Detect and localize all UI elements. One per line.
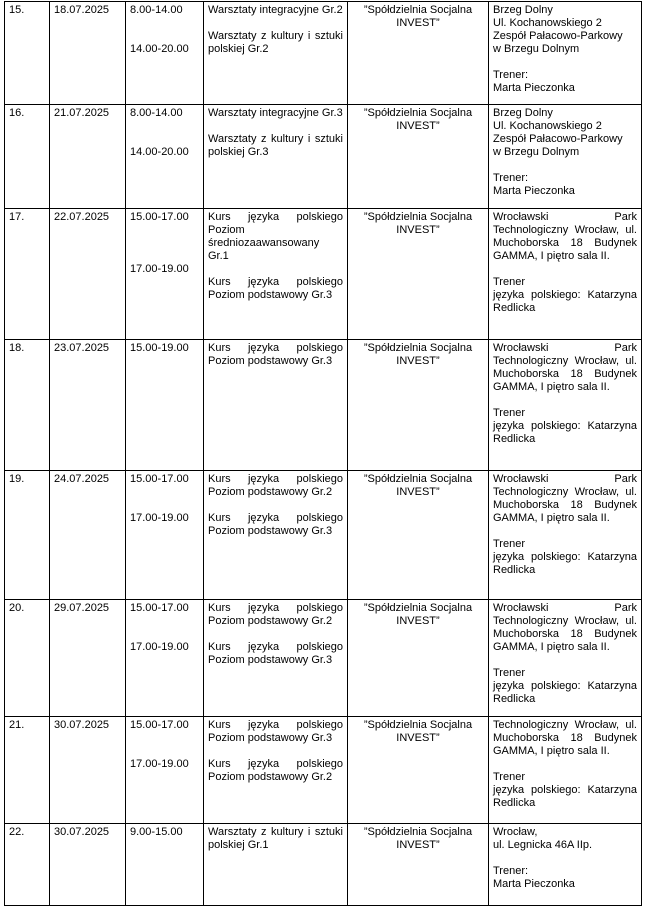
place-line: Wrocławski Park Technologiczny Wrocław, ul. Muchoborska 18 Budynek GAMMA, I piętro sala II. bbox=[493, 602, 637, 653]
row-number: 17. bbox=[9, 211, 25, 223]
row-number: 21. bbox=[9, 719, 25, 731]
table-row bbox=[5, 2, 642, 105]
table-row bbox=[5, 471, 642, 600]
row-number: 20. bbox=[9, 602, 25, 614]
place-line: Wrocławski Park Technologiczny Wrocław, ul. Muchoborska 18 Budynek GAMMA, I piętro sala II. bbox=[493, 342, 637, 393]
time-cell bbox=[126, 471, 204, 600]
time-cell bbox=[126, 824, 204, 906]
table-row bbox=[5, 209, 642, 340]
session-time: 15.00-17.00 bbox=[130, 602, 189, 614]
date-cell bbox=[50, 717, 126, 824]
place-line: Ul. Kochanowskiego 2 bbox=[493, 17, 602, 29]
organiser-line: INVEST” bbox=[396, 17, 440, 29]
class-name: Kurs języka polskiego Poziom średniozaawansowany Gr.1 bbox=[208, 211, 343, 262]
class-cell bbox=[204, 717, 348, 824]
organiser-line: ”Spółdzielnia Socjalna bbox=[363, 826, 473, 838]
class-name: Kurs języka polskiego Poziom podstawowy Gr.3 bbox=[208, 342, 343, 367]
trainer-label: Trener: bbox=[493, 69, 529, 81]
organiser-line: ”Spółdzielnia Socjalna bbox=[363, 719, 473, 731]
session-time: 15.00-17.00 bbox=[130, 473, 189, 485]
table-row bbox=[5, 717, 642, 824]
trainer-label: Trener bbox=[493, 407, 525, 419]
session-time: 8.00-14.00 bbox=[130, 4, 183, 16]
trainer-label: Trener: bbox=[493, 865, 529, 877]
session-time: 17.00-19.00 bbox=[130, 512, 189, 524]
class-name: Kurs języka polskiego Poziom podstawowy Gr.2 bbox=[208, 758, 343, 783]
place-cell bbox=[489, 600, 642, 717]
organiser-cell bbox=[348, 717, 489, 824]
trainer-name: języka polskiego: Katarzyna Redlicka bbox=[493, 420, 637, 445]
session-date: 24.07.2025 bbox=[54, 473, 110, 485]
class-cell bbox=[204, 824, 348, 906]
class-name: Kurs języka polskiego Poziom podstawowy Gr.2 bbox=[208, 602, 343, 627]
row-number-cell bbox=[5, 471, 50, 600]
organiser-line: ”Spółdzielnia Socjalna bbox=[363, 107, 473, 119]
organiser-cell bbox=[348, 209, 489, 340]
organiser-line: INVEST” bbox=[396, 839, 440, 851]
place-line: Wrocław, bbox=[493, 826, 538, 838]
date-cell bbox=[50, 2, 126, 105]
place-cell bbox=[489, 824, 642, 906]
organiser-line: INVEST” bbox=[396, 224, 440, 236]
organiser-cell bbox=[348, 105, 489, 209]
class-cell bbox=[204, 2, 348, 105]
place-cell bbox=[489, 105, 642, 209]
place-line: Wrocławski Park Technologiczny Wrocław, ul. Muchoborska 18 Budynek GAMMA, I piętro sala II. bbox=[493, 211, 637, 262]
session-time: 15.00-19.00 bbox=[130, 342, 189, 354]
date-cell bbox=[50, 340, 126, 471]
row-number: 16. bbox=[9, 107, 25, 119]
row-number: 22. bbox=[9, 826, 25, 838]
place-cell bbox=[489, 471, 642, 600]
organiser-line: ”Spółdzielnia Socjalna bbox=[363, 602, 473, 614]
organiser-line: ”Spółdzielnia Socjalna bbox=[363, 473, 473, 485]
trainer-name: języka polskiego: Katarzyna Redlicka bbox=[493, 784, 637, 809]
session-date: 30.07.2025 bbox=[54, 826, 110, 838]
trainer-label: Trener bbox=[493, 538, 525, 550]
place-line: Zespół Pałacowo-Parkowy bbox=[493, 30, 623, 42]
place-cell bbox=[489, 2, 642, 105]
session-time: 9.00-15.00 bbox=[130, 826, 183, 838]
place-line: Brzeg Dolny bbox=[493, 107, 553, 119]
session-time: 14.00-20.00 bbox=[130, 43, 189, 55]
trainer-name: Marta Pieczonka bbox=[493, 185, 575, 197]
session-time: 17.00-19.00 bbox=[130, 641, 189, 653]
session-date: 18.07.2025 bbox=[54, 4, 110, 16]
class-name: Kurs języka polskiego Poziom podstawowy Gr.3 bbox=[208, 512, 343, 537]
class-name: Warsztaty z kultury i sztuki polskiej Gr.3 bbox=[208, 133, 343, 158]
date-cell bbox=[50, 824, 126, 906]
class-cell bbox=[204, 209, 348, 340]
time-cell bbox=[126, 340, 204, 471]
session-time: 14.00-20.00 bbox=[130, 146, 189, 158]
organiser-line: ”Spółdzielnia Socjalna bbox=[363, 4, 473, 16]
time-cell bbox=[126, 2, 204, 105]
organiser-line: ”Spółdzielnia Socjalna bbox=[363, 211, 473, 223]
place-line: ul. Legnicka 46A IIp. bbox=[493, 839, 593, 851]
class-name: Warsztaty z kultury i sztuki polskiej Gr.2 bbox=[208, 30, 343, 55]
class-name: Warsztaty z kultury i sztuki polskiej Gr.1 bbox=[208, 826, 343, 851]
session-date: 21.07.2025 bbox=[54, 107, 110, 119]
date-cell bbox=[50, 471, 126, 600]
row-number-cell bbox=[5, 717, 50, 824]
time-cell bbox=[126, 209, 204, 340]
table-row bbox=[5, 105, 642, 209]
organiser-cell bbox=[348, 471, 489, 600]
class-cell bbox=[204, 600, 348, 717]
class-cell bbox=[204, 105, 348, 209]
session-date: 30.07.2025 bbox=[54, 719, 110, 731]
organiser-cell bbox=[348, 600, 489, 717]
session-time: 15.00-17.00 bbox=[130, 211, 189, 223]
session-date: 22.07.2025 bbox=[54, 211, 110, 223]
organiser-line: INVEST” bbox=[396, 732, 440, 744]
place-cell bbox=[489, 717, 642, 824]
place-line: Zespół Pałacowo-Parkowy bbox=[493, 133, 623, 145]
organiser-line: INVEST” bbox=[396, 120, 440, 132]
trainer-label: Trener bbox=[493, 276, 525, 288]
class-cell bbox=[204, 340, 348, 471]
class-name: Warsztaty integracyjne Gr.2 bbox=[208, 4, 343, 16]
trainer-label: Trener: bbox=[493, 172, 529, 184]
class-cell bbox=[204, 471, 348, 600]
place-line: Brzeg Dolny bbox=[493, 4, 553, 16]
trainer-name: języka polskiego: Katarzyna Redlicka bbox=[493, 289, 637, 314]
class-name: Kurs języka polskiego Poziom podstawowy Gr.2 bbox=[208, 473, 343, 498]
class-name: Kurs języka polskiego Poziom podstawowy Gr.3 bbox=[208, 719, 343, 744]
trainer-name: języka polskiego: Katarzyna Redlicka bbox=[493, 680, 637, 705]
row-number-cell bbox=[5, 105, 50, 209]
row-number: 15. bbox=[9, 4, 25, 16]
row-number-cell bbox=[5, 340, 50, 471]
table-row bbox=[5, 600, 642, 717]
place-line: w Brzegu Dolnym bbox=[493, 146, 580, 158]
session-date: 23.07.2025 bbox=[54, 342, 110, 354]
trainer-label: Trener bbox=[493, 771, 525, 783]
date-cell bbox=[50, 209, 126, 340]
schedule-body bbox=[5, 2, 642, 906]
time-cell bbox=[126, 600, 204, 717]
row-number-cell bbox=[5, 209, 50, 340]
trainer-label: Trener bbox=[493, 667, 525, 679]
place-line: Wrocławski Park Technologiczny Wrocław, ul. Muchoborska 18 Budynek GAMMA, I piętro sala II. bbox=[493, 473, 637, 524]
row-number: 18. bbox=[9, 342, 25, 354]
place-line: w Brzegu Dolnym bbox=[493, 43, 580, 55]
organiser-line: ”Spółdzielnia Socjalna bbox=[363, 342, 473, 354]
place-cell bbox=[489, 340, 642, 471]
organiser-line: INVEST” bbox=[396, 486, 440, 498]
organiser-line: INVEST” bbox=[396, 355, 440, 367]
organiser-cell bbox=[348, 2, 489, 105]
date-cell bbox=[50, 600, 126, 717]
session-time: 8.00-14.00 bbox=[130, 107, 183, 119]
organiser-cell bbox=[348, 824, 489, 906]
row-number: 19. bbox=[9, 473, 25, 485]
row-number-cell bbox=[5, 2, 50, 105]
session-time: 17.00-19.00 bbox=[130, 758, 189, 770]
row-number-cell bbox=[5, 824, 50, 906]
time-cell bbox=[126, 717, 204, 824]
schedule-table bbox=[4, 1, 642, 906]
time-cell bbox=[126, 105, 204, 209]
trainer-name: Marta Pieczonka bbox=[493, 82, 575, 94]
place-line: Ul. Kochanowskiego 2 bbox=[493, 120, 602, 132]
session-date: 29.07.2025 bbox=[54, 602, 110, 614]
organiser-line: INVEST” bbox=[396, 615, 440, 627]
trainer-name: języka polskiego: Katarzyna Redlicka bbox=[493, 551, 637, 576]
table-row bbox=[5, 824, 642, 906]
organiser-cell bbox=[348, 340, 489, 471]
session-time: 17.00-19.00 bbox=[130, 263, 189, 275]
place-line: Technologiczny Wrocław, ul. Muchoborska 18 Budynek GAMMA, I piętro sala II. bbox=[493, 719, 637, 757]
session-time: 15.00-17.00 bbox=[130, 719, 189, 731]
place-cell bbox=[489, 209, 642, 340]
class-name: Kurs języka polskiego Poziom podstawowy Gr.3 bbox=[208, 641, 343, 666]
trainer-name: Marta Pieczonka bbox=[493, 878, 575, 890]
date-cell bbox=[50, 105, 126, 209]
row-number-cell bbox=[5, 600, 50, 717]
class-name: Kurs języka polskiego Poziom podstawowy Gr.3 bbox=[208, 276, 343, 301]
table-row bbox=[5, 340, 642, 471]
class-name: Warsztaty integracyjne Gr.3 bbox=[208, 107, 343, 119]
